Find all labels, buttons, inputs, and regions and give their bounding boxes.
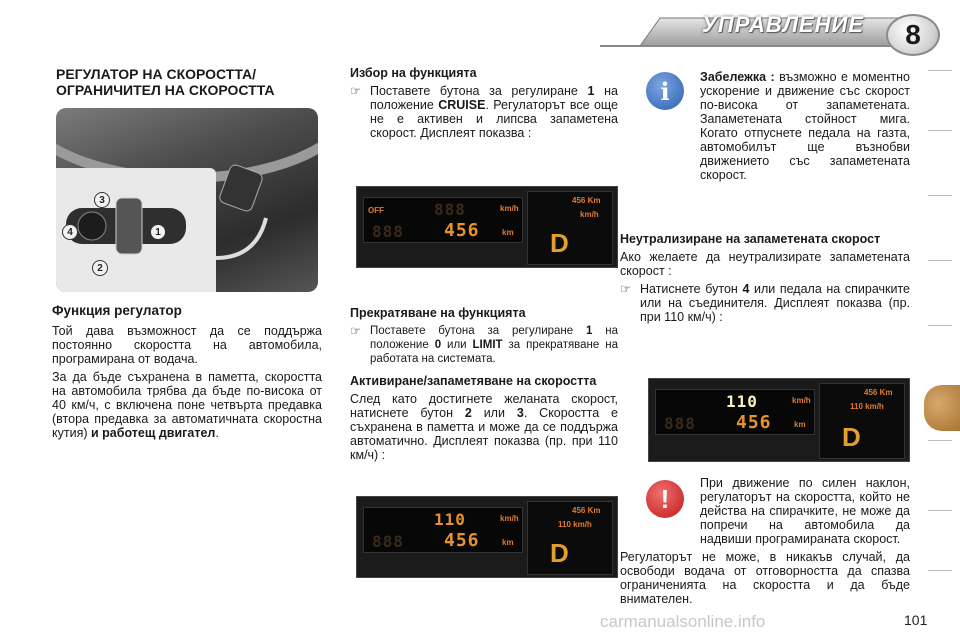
display-cruise-off [356, 186, 618, 268]
note-text: възможно е моментно ускорение и движение със скорост по-висока от запаметената. Запаметената стойност мига. Когато отпуснете педала на газта, автомобилът ще възнобви движението със запаметената скорост. [700, 70, 910, 182]
speed-unit: km/h [500, 514, 519, 523]
speed-readout: km/h [580, 210, 599, 219]
set-speed-digits: 110 [726, 392, 758, 411]
dim-digits-left: 888 [372, 222, 404, 241]
odometer-digits: 456 [444, 220, 480, 241]
trip-distance: 456 Km [572, 506, 601, 515]
chapter-tab-strip [928, 70, 960, 600]
callout-4: 4 [62, 224, 78, 240]
speed-unit: km/h [500, 204, 519, 213]
dim-digits-left: 888 [372, 532, 404, 551]
set-speed-readout: 110 km/h [558, 520, 592, 529]
hand-pointer-icon: ☞ [350, 324, 362, 338]
lever-closeup [56, 168, 216, 292]
engine-running-emphasis: и работещ двигател [90, 426, 216, 440]
callout-3: 3 [94, 192, 110, 208]
gear-indicator: D [842, 422, 861, 452]
distance-unit: km [502, 538, 514, 547]
odometer-digits: 456 [736, 412, 772, 433]
display-cruise-suspended [648, 378, 910, 462]
page-number: 101 [904, 612, 928, 628]
speed-unit: km/h [792, 396, 811, 405]
watermark: carmanualsonline.info [600, 612, 766, 631]
dim-speed-digits: 888 [434, 200, 466, 219]
active-chapter-tab[interactable] [924, 385, 960, 431]
page-header [0, 0, 960, 58]
trip-distance: 456 Km [864, 388, 893, 397]
column-3-note [620, 70, 910, 182]
info-icon: i [646, 72, 684, 110]
step-stop: ☞ Поставете бутона за регулиране 1 на положение 0 или LIMIT за прекратяване на работата на системата. [350, 324, 619, 365]
gear-indicator: D [550, 228, 569, 258]
paragraph-driver-responsibility: Регулаторът не може, в никакъв случай, да освободи водача от отговорността да спазва ограниченията на скоростта и да бъде внимателен. [620, 550, 910, 606]
paragraph-neutralize: Ако желаете да неутрализирате запаметената скорост : [620, 250, 910, 278]
paragraph-activate: След като достигнете желаната скорост, натиснете бутон 2 или 3. Скоростта е съхранена в паметта и може да се поддържа автоматично. Дисплеят показва (пр. при 110 км/ч) : [350, 392, 618, 462]
step-neutralize: ☞ Натиснете бутон 4 или педала на спирачките или на съединителя. Дисплеят показва (пр. при 110 км/ч) : [620, 282, 910, 324]
paragraph-regulator-intro: Той дава възможност да се поддържа постоянно скоростта на автомобила, програмирана от водача. [52, 324, 322, 366]
heading-stop-function: Прекратяване на функцията [350, 306, 526, 320]
set-speed-digits: 110 [434, 510, 466, 529]
warning-icon: ! [646, 480, 684, 518]
step-select-cruise: ☞ Поставете бутона за регулиране 1 на положение CRUISE. Регулаторът все още не е активен и липсва запаметена скорост. Дисплеят показва : [350, 84, 618, 140]
column-2-bottom [350, 306, 618, 462]
dim-digits-left: 888 [664, 414, 696, 433]
main-title: РЕГУЛАТОР НА СКОРОСТТА/ ОГРАНИЧИТЕЛ НА СКОРОСТТА [56, 66, 275, 98]
hand-pointer-icon: ☞ [620, 282, 632, 296]
odometer-digits: 456 [444, 530, 480, 551]
callout-1: 1 [150, 224, 166, 240]
callout-2: 2 [92, 260, 108, 276]
display-cruise-set [356, 496, 618, 578]
heading-select-function: Избор на функцията [350, 66, 477, 80]
gear-indicator: D [550, 538, 569, 568]
cruise-lever-photo [56, 108, 318, 292]
distance-unit: km [794, 420, 806, 429]
hand-pointer-icon: ☞ [350, 84, 362, 98]
off-indicator: OFF [368, 206, 384, 215]
column-3-warning [620, 476, 910, 606]
column-1 [52, 304, 322, 440]
note-label: Забележка : [700, 70, 775, 84]
trip-distance: 456 Km [572, 196, 601, 205]
paragraph-slope-warning: При движение по силен наклон, регулаторът на скоростта, който не действа на спирачките, не може да попречи на автомобила да надвиши програмираната скорост. [700, 476, 910, 546]
heading-regulator-function: Функция регулатор [52, 303, 182, 318]
distance-unit: km [502, 228, 514, 237]
column-3-neutralize [620, 232, 910, 324]
paragraph-regulator-conditions: За да бъде съхранена в паметта, скоростта на автомобила трябва да бъде по-висока от 40 км/ч, с включена поне четвърта предавка (втора предавка за автоматичната скоростна кутия) и работещ двигател. [52, 370, 322, 440]
set-speed-readout: 110 km/h [850, 402, 884, 411]
section-title: УПРАВЛЕНИЕ [702, 12, 864, 37]
chapter-number-badge: 8 [886, 14, 940, 56]
heading-neutralize: Неутрализиране на запаметената скорост [620, 232, 881, 246]
heading-activate-memorize: Активиране/запаметяване на скоростта [350, 374, 597, 388]
column-2-top [350, 66, 618, 140]
